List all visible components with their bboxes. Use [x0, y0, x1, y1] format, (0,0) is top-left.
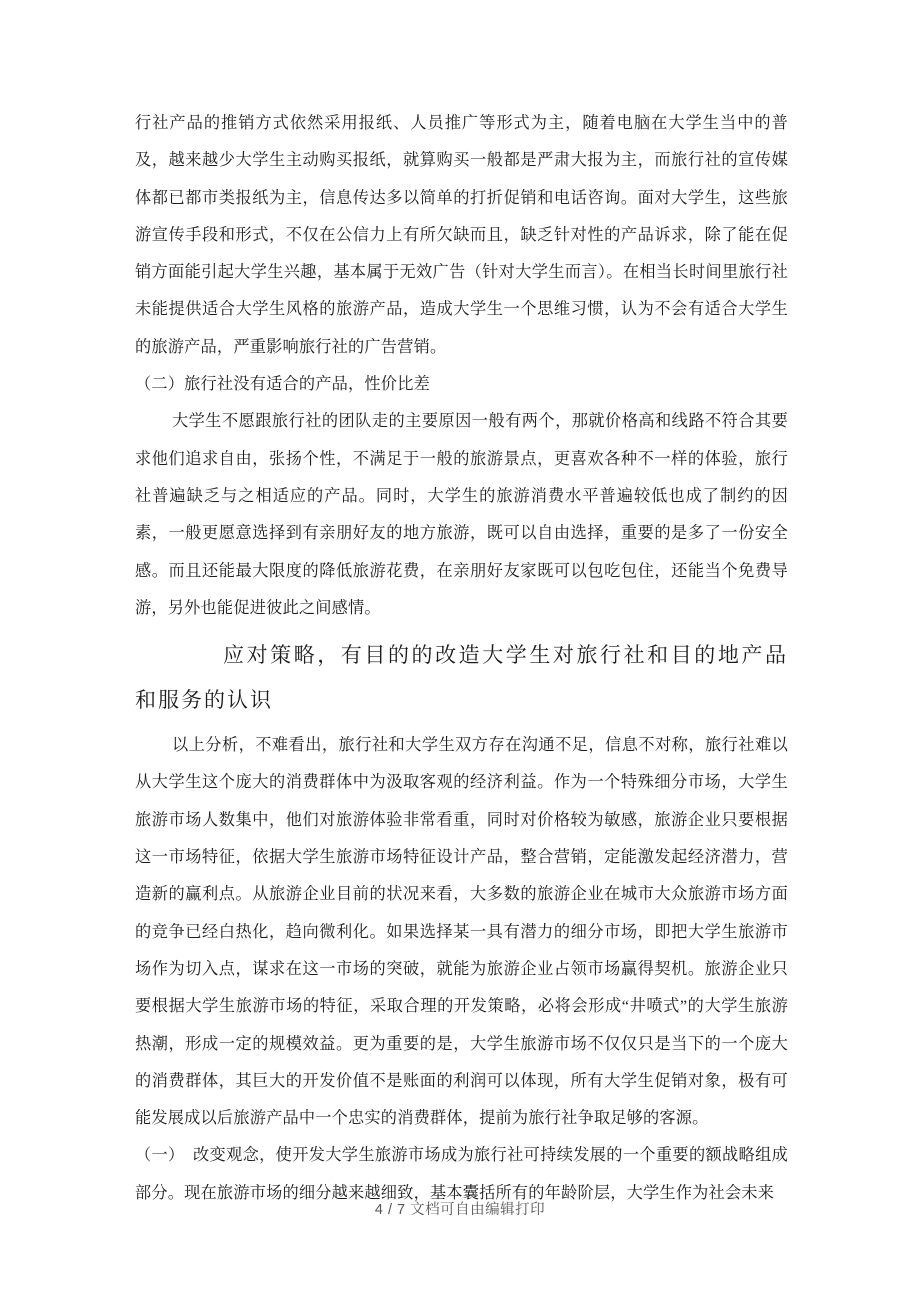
subheading-item-two: （二）旅行社没有适合的产品，性价比差: [135, 375, 430, 394]
page-footer: 4 / 7 文档可自由编辑打印: [374, 1202, 546, 1218]
section-heading: 应对策略，有目的的改造大学生对旅行社和目的地产品和服务的认识: [135, 643, 788, 713]
paragraph-body: 以上分析，不难看出，旅行社和大学生双方存在沟通不足，信息不对称，旅行社难以从大学生这个庞大的消费群体中为汲取客观的经济利益。作为一个特殊细分市场，大学生旅游市场人数集中，他们对旅游体验非常看重，同时对价格较为敏感，旅游企业只要根据这一市场特征，依据大学生旅游市场特征设计产品，整合营销，定能激发起经济潜力，营造新的赢利点。从旅游企业目前的状况来看，大多数的旅游企业在城市大众旅游市场方面的竞争已经白热化，趋向微利化。如果选择某一具有潜力的细分市场，即把大学生旅游市场作为切入点，谋求在这一市场的突破，就能为旅游企业占领市场赢得契机。旅游企业只要根据大学生旅游市场的特征，采取合理的开发策略，必将会形成“井喷式”的大学生旅游热潮，形成一定的规模效益。更为重要的是，大学生旅游市场不仅仅只是当下的一个庞大的消费群体，其巨大的开发价值不是账面的利润可以体现，所有大学生促销对象，极有可能发展成以后旅游产品中一个忠实的消费群体，提前为旅行社争取足够的客源。: [135, 736, 788, 1128]
paragraph-body: 大学生不愿跟旅行社的团队走的主要原因一般有两个，那就价格高和线路不符合其要求他们追求自由，张扬个性，不满足于一般的旅游景点，更喜欢各种不一样的体验，旅行社普遍缺乏与之相适应的产品。同时，大学生的旅游消费水平普遍较低也成了制约的因素，一般更愿意选择到有亲朋好友的地方旅游，既可以自由选择，重要的是多了一份安全感。而且还能最大限度的降低旅游花费，在亲朋好友家既可以包吃包住，还能当个免费导游，另外也能促进彼此之间感情。: [135, 412, 788, 617]
paragraph-list-item-one: （一） 改变观念，使开发大学生旅游市场成为旅行社可持续发展的一个重要的额战略组成部分。现在旅游市场的细分越来越细致，基本囊括所有的年龄阶层，大学生作为社会未来: [135, 1146, 788, 1202]
document-content: [135, 105, 788, 1212]
paragraph-continuation: 行社产品的推销方式依然采用报纸、人员推广等形式为主，随着电脑在大学生当中的普及，越来越少大学生主动购买报纸，就算购买一般都是严肃大报为主，而旅行社的宣传媒体都已都市类报纸为主，信息传达多以简单的打折促销和电话咨询。面对大学生，这些旅游宣传手段和形式，不仅在公信力上有所欠缺而且，缺乏针对性的产品诉求，除了能在促销方面能引起大学生兴趣，基本属于无效广告（针对大学生而言）。在相当长时间里旅行社未能提供适合大学生风格的旅游产品，造成大学生一个思维习惯，认为不会有适合大学生的旅游产品，严重影响旅行社的广告营销。: [135, 114, 788, 356]
